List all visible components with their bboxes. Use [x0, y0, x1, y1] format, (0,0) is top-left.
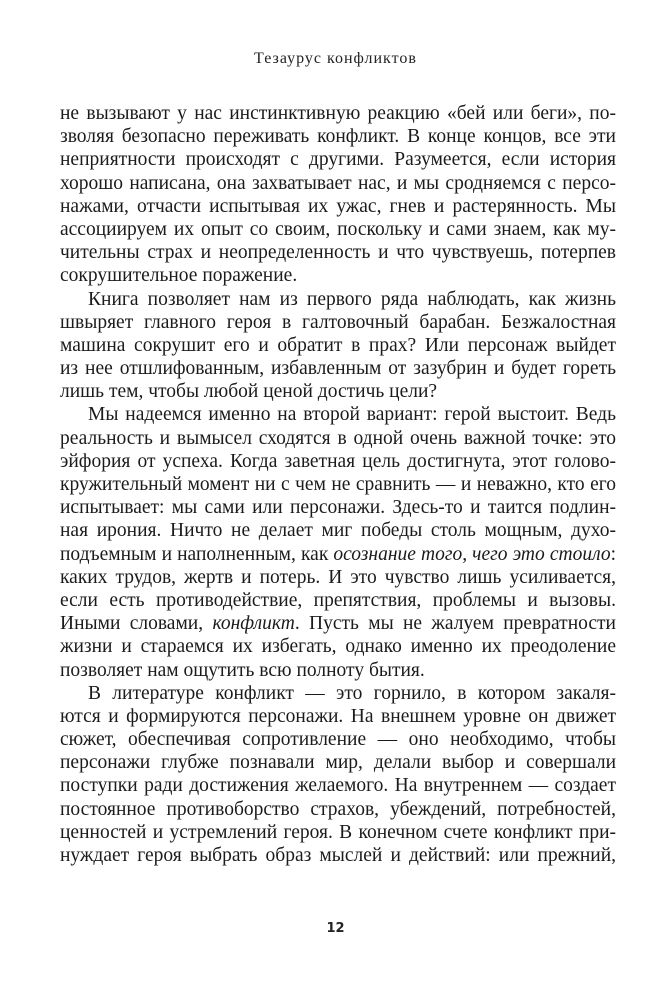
- text-line: [60, 427, 616, 450]
- text-line: [60, 682, 616, 705]
- text-segment: хорошо написана, она захватывает нас, и мы сродняемся с персо-: [60, 172, 616, 194]
- text-segment: сокрушительное поражение.: [60, 265, 298, 287]
- text-line: [60, 821, 616, 844]
- text-segment: В литературе конфликт — это горнило, в котором закаля-: [88, 682, 616, 704]
- text-line: [60, 844, 616, 867]
- text-segment: кружительный момент ни с чем не сравнить — и неважно, кто его: [60, 474, 616, 495]
- text-line: [60, 357, 616, 380]
- text-line: [60, 473, 616, 496]
- text-segment: испытывает: мы сами или персонажи. Здесь-то и таится подлин-: [60, 497, 616, 519]
- text-line: [60, 218, 616, 241]
- text-line: [60, 705, 616, 728]
- text-line: [60, 496, 616, 519]
- text-segment: не вызывают у нас инстинктивную реакцию «бей или беги», по-: [60, 103, 616, 124]
- text-segment: персонажи глубже познавали мир, делали выбор и совершали: [60, 752, 616, 774]
- text-segment: чительны страх и неопределенность и что чувствуешь, потерпев: [60, 242, 616, 264]
- text-line: [60, 612, 616, 635]
- text-line: [60, 589, 616, 612]
- text-segment: неприятности происходят с другими. Разумеется, если история: [60, 149, 616, 171]
- text-line: [60, 172, 616, 195]
- text-segment: ются и формируются персонажи. На внешнем уровне он движет: [60, 705, 616, 727]
- text-line: [60, 774, 616, 797]
- text-line: [60, 380, 616, 403]
- text-line: [60, 566, 616, 589]
- text-segment: нуждает героя выбрать образ мыслей и действий: или прежний,: [60, 845, 616, 866]
- italic-emphasis: осознание того, чего это стоило: [333, 543, 611, 565]
- text-line: [60, 635, 616, 658]
- text-segment: ассоциируем их опыт со своим, поскольку и сами знаем, как му-: [60, 218, 616, 240]
- text-line: [60, 288, 616, 311]
- paragraph: [60, 288, 616, 404]
- text-line: [60, 334, 616, 357]
- text-segment: . Пусть мы не жалуем превратности: [294, 613, 616, 635]
- text-segment: постоянное противоборство страхов, убеждений, потребностей,: [60, 798, 616, 820]
- italic-emphasis: конфликт: [212, 613, 295, 635]
- text-line: [60, 148, 616, 171]
- text-line: [60, 728, 616, 751]
- text-segment: нажами, отчасти испытывая их ужас, гнев и растерянность. Мы: [60, 195, 616, 217]
- text-segment: Мы надеемся именно на второй вариант: герой выстоит. Ведь: [88, 404, 616, 426]
- paragraph: [60, 403, 616, 681]
- text-segment: Книга позволяет нам из первого ряда наблюдать, как жизнь: [88, 288, 616, 310]
- text-segment: жизни и стараемся их избегать, однако именно их преодоление: [60, 636, 616, 658]
- page-number: 12: [326, 921, 345, 936]
- text-line: [60, 543, 616, 566]
- paragraph: [60, 102, 616, 288]
- text-segment: машина сокрушит его и обратит в прах? Или персонаж выйдет: [60, 334, 616, 356]
- text-segment: зволяя безопасно переживать конфликт. В конце концов, все эти: [60, 126, 616, 148]
- text-line: [60, 659, 616, 682]
- text-line: [60, 264, 616, 287]
- text-segment: поступки ради достижения желаемого. На внутреннем — создает: [60, 775, 616, 797]
- text-segment: позволяет нам ощутить всю полноту бытия.: [60, 659, 425, 681]
- text-segment: из нее отшлифованным, избавленным от зазубрин и будет гореть: [60, 358, 616, 380]
- text-line: [60, 403, 616, 426]
- text-line: [60, 102, 616, 125]
- text-segment: реальность и вымысел сходятся в одной очень важной точке: это: [60, 427, 616, 449]
- text-segment: :: [610, 543, 616, 565]
- text-segment: если есть противодействие, препятствия, проблемы и вызовы.: [60, 589, 616, 611]
- text-line: [60, 798, 616, 821]
- running-header: Тезаурус конфликтов: [254, 50, 417, 67]
- text-line: [60, 241, 616, 264]
- text-line: [60, 125, 616, 148]
- text-segment: сюжет, обеспечивая сопротивление — оно необходимо, чтобы: [60, 729, 616, 751]
- text-segment: лишь тем, чтобы любой ценой достичь цели?: [60, 381, 438, 403]
- text-segment: каких трудов, жертв и потерь. И это чувство лишь усиливается,: [60, 566, 616, 588]
- text-line: [60, 751, 616, 774]
- body-text: [60, 102, 616, 867]
- text-segment: Иными словами,: [60, 613, 213, 635]
- text-segment: ная ирония. Ничто не делает миг победы столь мощным, духо-: [60, 520, 616, 542]
- paragraph: [60, 682, 616, 868]
- text-segment: ценностей и устремлений героя. В конечном счете конфликт при-: [60, 821, 616, 843]
- text-segment: эйфория от успеха. Когда заветная цель достигнута, этот голово-: [60, 450, 616, 472]
- text-segment: подъемным и наполненным, как: [60, 543, 334, 565]
- text-line: [60, 311, 616, 334]
- text-line: [60, 195, 616, 218]
- text-line: [60, 519, 616, 542]
- text-segment: швыряет главного героя в галтовочный барабан. Безжалостная: [60, 311, 616, 333]
- text-line: [60, 450, 616, 473]
